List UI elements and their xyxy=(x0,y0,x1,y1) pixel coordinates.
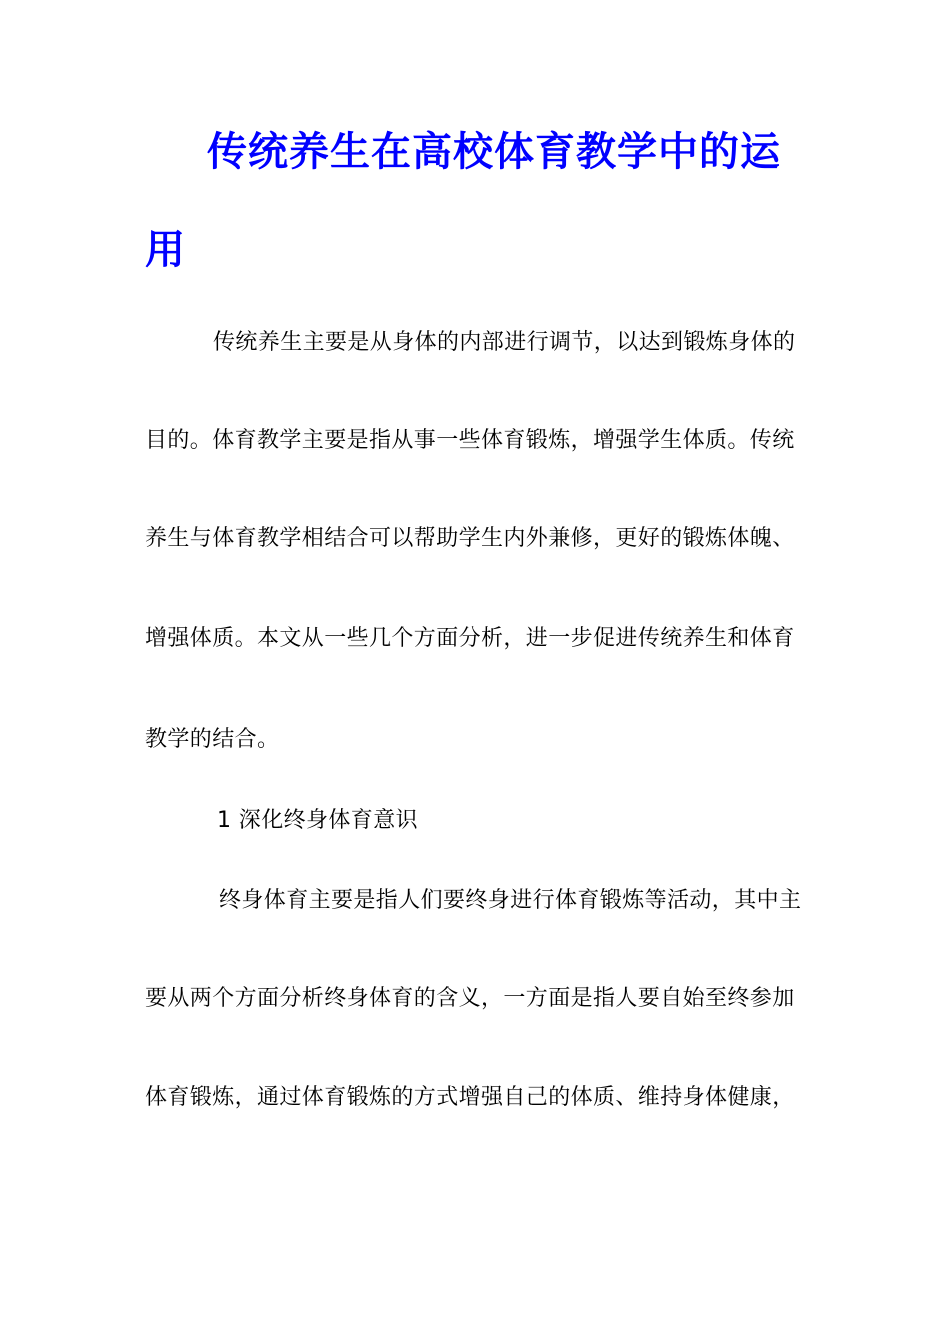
section-heading: 1 深化终身体育意识 xyxy=(217,808,418,833)
paragraph-2-line-2: 要从两个方面分析终身体育的含义，一方面是指人要自始至终参加 xyxy=(145,986,795,1011)
paragraph-1-line-3: 养生与体育教学相结合可以帮助学生内外兼修，更好的锻炼体魄、 xyxy=(145,526,795,551)
paragraph-1-line-2: 目的。体育教学主要是指从事一些体育锻炼，增强学生体质。传统 xyxy=(145,428,795,453)
paragraph-1-line-1: 传统养生主要是从身体的内部进行调节，以达到锻炼身体的 xyxy=(213,330,796,355)
paragraph-2-line-3: 体育锻炼，通过体育锻炼的方式增强自己的体质、维持身体健康， xyxy=(145,1085,795,1110)
paragraph-1-line-4: 增强体质。本文从一些几个方面分析，进一步促进传统养生和体育 xyxy=(145,626,795,651)
paragraph-1-line-5: 教学的结合。 xyxy=(145,727,280,752)
document-title-line-1: 传统养生在高校体育教学中的运 xyxy=(207,129,781,175)
document-title-line-2: 用 xyxy=(145,227,185,273)
paragraph-2-line-1: 终身体育主要是指人们要终身进行体育锻炼等活动，其中主 xyxy=(219,888,802,913)
